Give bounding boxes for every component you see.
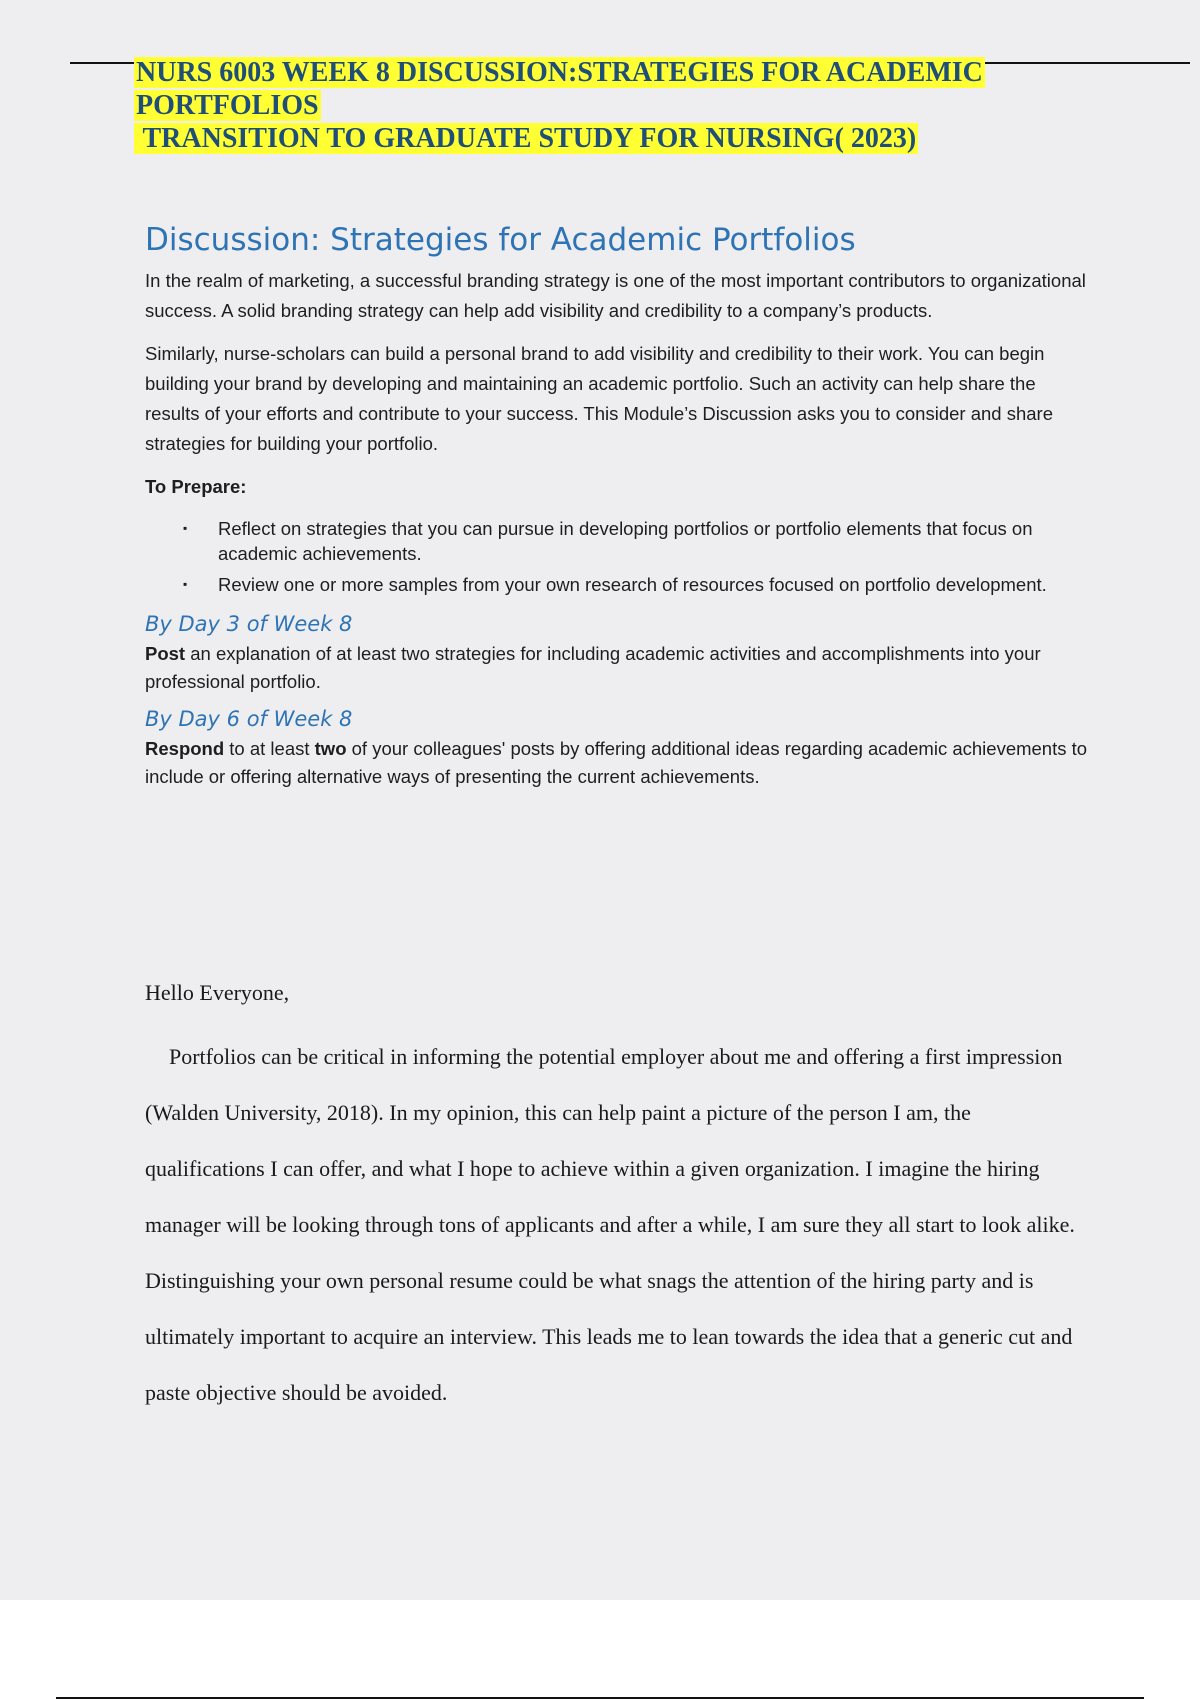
day6-text-1: to at least (224, 738, 315, 759)
list-item (145, 516, 1095, 566)
day3-heading: By Day 3 of Week 8 (145, 612, 353, 636)
day6-text-2: of your colleagues' posts by offering additional ideas regarding academic achievements to include or offering alternative ways of presenting the current achievements. (145, 738, 1088, 787)
bullet-icon: ▪ (183, 577, 188, 591)
document-header (134, 56, 1034, 155)
day3-text: an explanation of at least two strategies for including academic activities and accomplishments into your professional portfolio. (145, 643, 1041, 692)
post-keyword: Post (145, 643, 186, 664)
header-line-2: PORTFOLIOS (136, 90, 319, 121)
day6-heading: By Day 6 of Week 8 (145, 707, 353, 731)
student-response (145, 975, 1095, 1421)
day3-instructions (145, 640, 1095, 696)
list-item (145, 572, 1095, 597)
intro-paragraph-1: In the realm of marketing, a successful branding strategy is one of the most important contributors to organizational success. A solid branding strategy can help add visibility and credibility to a company’s products. (145, 270, 1086, 321)
day6-instructions (145, 735, 1095, 791)
list-item-text: Review one or more samples from your own research of resources focused on portfolio development. (218, 574, 1047, 595)
header-line-3: TRANSITION TO GRADUATE STUDY FOR NURSING( 2023) (136, 123, 917, 154)
to-prepare-heading: To Prepare: (145, 476, 247, 497)
to-prepare-list (145, 516, 1095, 597)
discussion-title: Discussion: Strategies for Academic Portfolios (145, 222, 856, 258)
list-item-text: Reflect on strategies that you can pursue in developing portfolios or portfolio elements that focus on academic achievements. (218, 518, 1033, 564)
two-keyword: two (314, 738, 347, 759)
respond-keyword: Respond (145, 738, 225, 759)
response-body: Portfolios can be critical in informing the potential employer about me and offering a first impression (Walden University, 2018). In my opinion, this can help paint a picture of the person I am, the qualifications I can offer, and what I hope to achieve within a given organization. I imagine the hiring manager will be looking through tons of applicants and after a while, I am sure they all start to look alike. Distinguishing your own personal resume could be what snags the attention of the hiring party and is ultimately important to acquire an interview. This leads me to lean towards the idea that a generic cut and paste objective should be avoided. (145, 1044, 1075, 1405)
footer-rule (56, 1697, 1144, 1699)
discussion-prompt (145, 216, 1095, 799)
header-line-1: NURS 6003 WEEK 8 DISCUSSION:STRATEGIES FOR ACADEMIC (136, 57, 983, 88)
intro-paragraph-2: Similarly, nurse-scholars can build a personal brand to add visibility and credibility to their work. You can begin building your brand by developing and maintaining an academic portfolio. Such an activity can help share the results of your efforts and contribute to your success. This Module’s Discussion asks you to consider and share strategies for building your portfolio. (145, 343, 1053, 454)
bullet-icon: ▪ (183, 521, 188, 535)
response-greeting: Hello Everyone, (145, 980, 290, 1005)
